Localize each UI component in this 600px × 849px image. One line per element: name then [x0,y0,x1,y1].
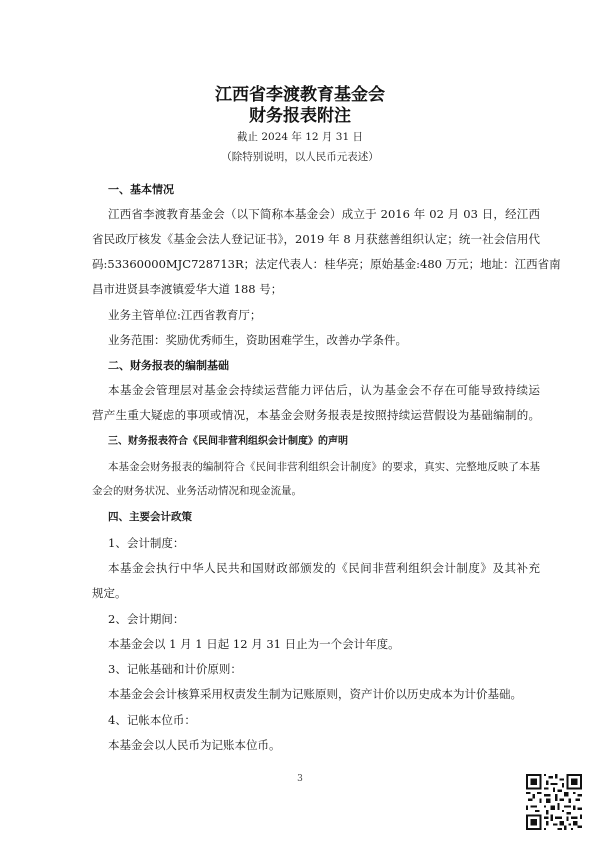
section-heading-compliance-statement: 三、财务报表符合《民间非营利组织会计制度》的声明 [108,436,348,447]
paragraph-line: 本基金会管理层对基金会持续运营能力评估后，认为基金会不存在可能导致持续运 [108,383,540,397]
currency-note: （除特别说明，以人民币元表述） [221,151,379,163]
paragraph-line: 本基金会以人民币为记账本位币。 [108,738,281,752]
paragraph-line: 本基金会执行中华人民共和国财政部颁发的《民间非营利组织会计制度》及其补充 [108,561,540,575]
section-heading-preparation-basis: 二、财务报表的编制基础 [108,359,229,372]
paragraph-line: 规定。 [92,586,127,600]
paragraph-line: 本基金会财务报表的编制符合《民间非营利组织会计制度》的要求，真实、完整地反映了本基 [108,461,540,473]
paragraph-line: 码:53360000MJC728713R；法定代表人：桂华亮；原始基金:480 万元；地址：江西省南 [92,257,561,271]
policy-label-functional-currency: 4、记帐本位币： [108,713,196,727]
date-line: 截止 2024 年 12 月 31 日 [237,131,363,143]
page-number: 3 [297,774,303,784]
paragraph-line: 本基金会会计核算采用权责发生制为记账原则，资产计价以历史成本为计价基础。 [108,687,522,701]
paragraph-line: 省民政厅核发《基金会法人登记证书》，2019 年 8 月获慈善组织认定；统一社会信用代 [92,232,540,246]
section-heading-accounting-policies: 四、主要会计政策 [108,511,192,523]
document-subtitle: 财务报表附注 [249,106,351,126]
document-title: 江西省李渡教育基金会 [215,85,385,105]
policy-label-accounting-period: 2、会计期间： [108,612,185,626]
policy-label-accounting-system: 1、会计制度： [108,536,185,550]
business-scope-line: 业务范围：奖励优秀师生，资助困难学生，改善办学条件。 [108,333,407,347]
supervisor-line: 业务主管单位:江西省教育厅； [108,308,262,322]
paragraph-line: 金会的财务状况、业务活动情况和现金流量。 [92,485,302,497]
paragraph-line: 昌市进贤县李渡镇爱华大道 188 号； [92,282,283,296]
qr-code-icon [526,774,582,830]
paragraph-line: 本基金会以 1 月 1 日起 12 月 31 日止为一个会计年度。 [108,637,400,651]
section-heading-basic-info: 一、基本情况 [108,183,174,196]
paragraph-line: 江西省李渡教育基金会（以下简称本基金会）成立于 2016 年 02 月 03 日，经江西 [108,207,540,221]
policy-label-bookkeeping-basis: 3、记帐基础和计价原则： [108,662,242,676]
paragraph-line: 营产生重大疑虑的事项或情况，本基金会财务报表是按照持续运营假设为基础编制的。 [92,408,540,422]
